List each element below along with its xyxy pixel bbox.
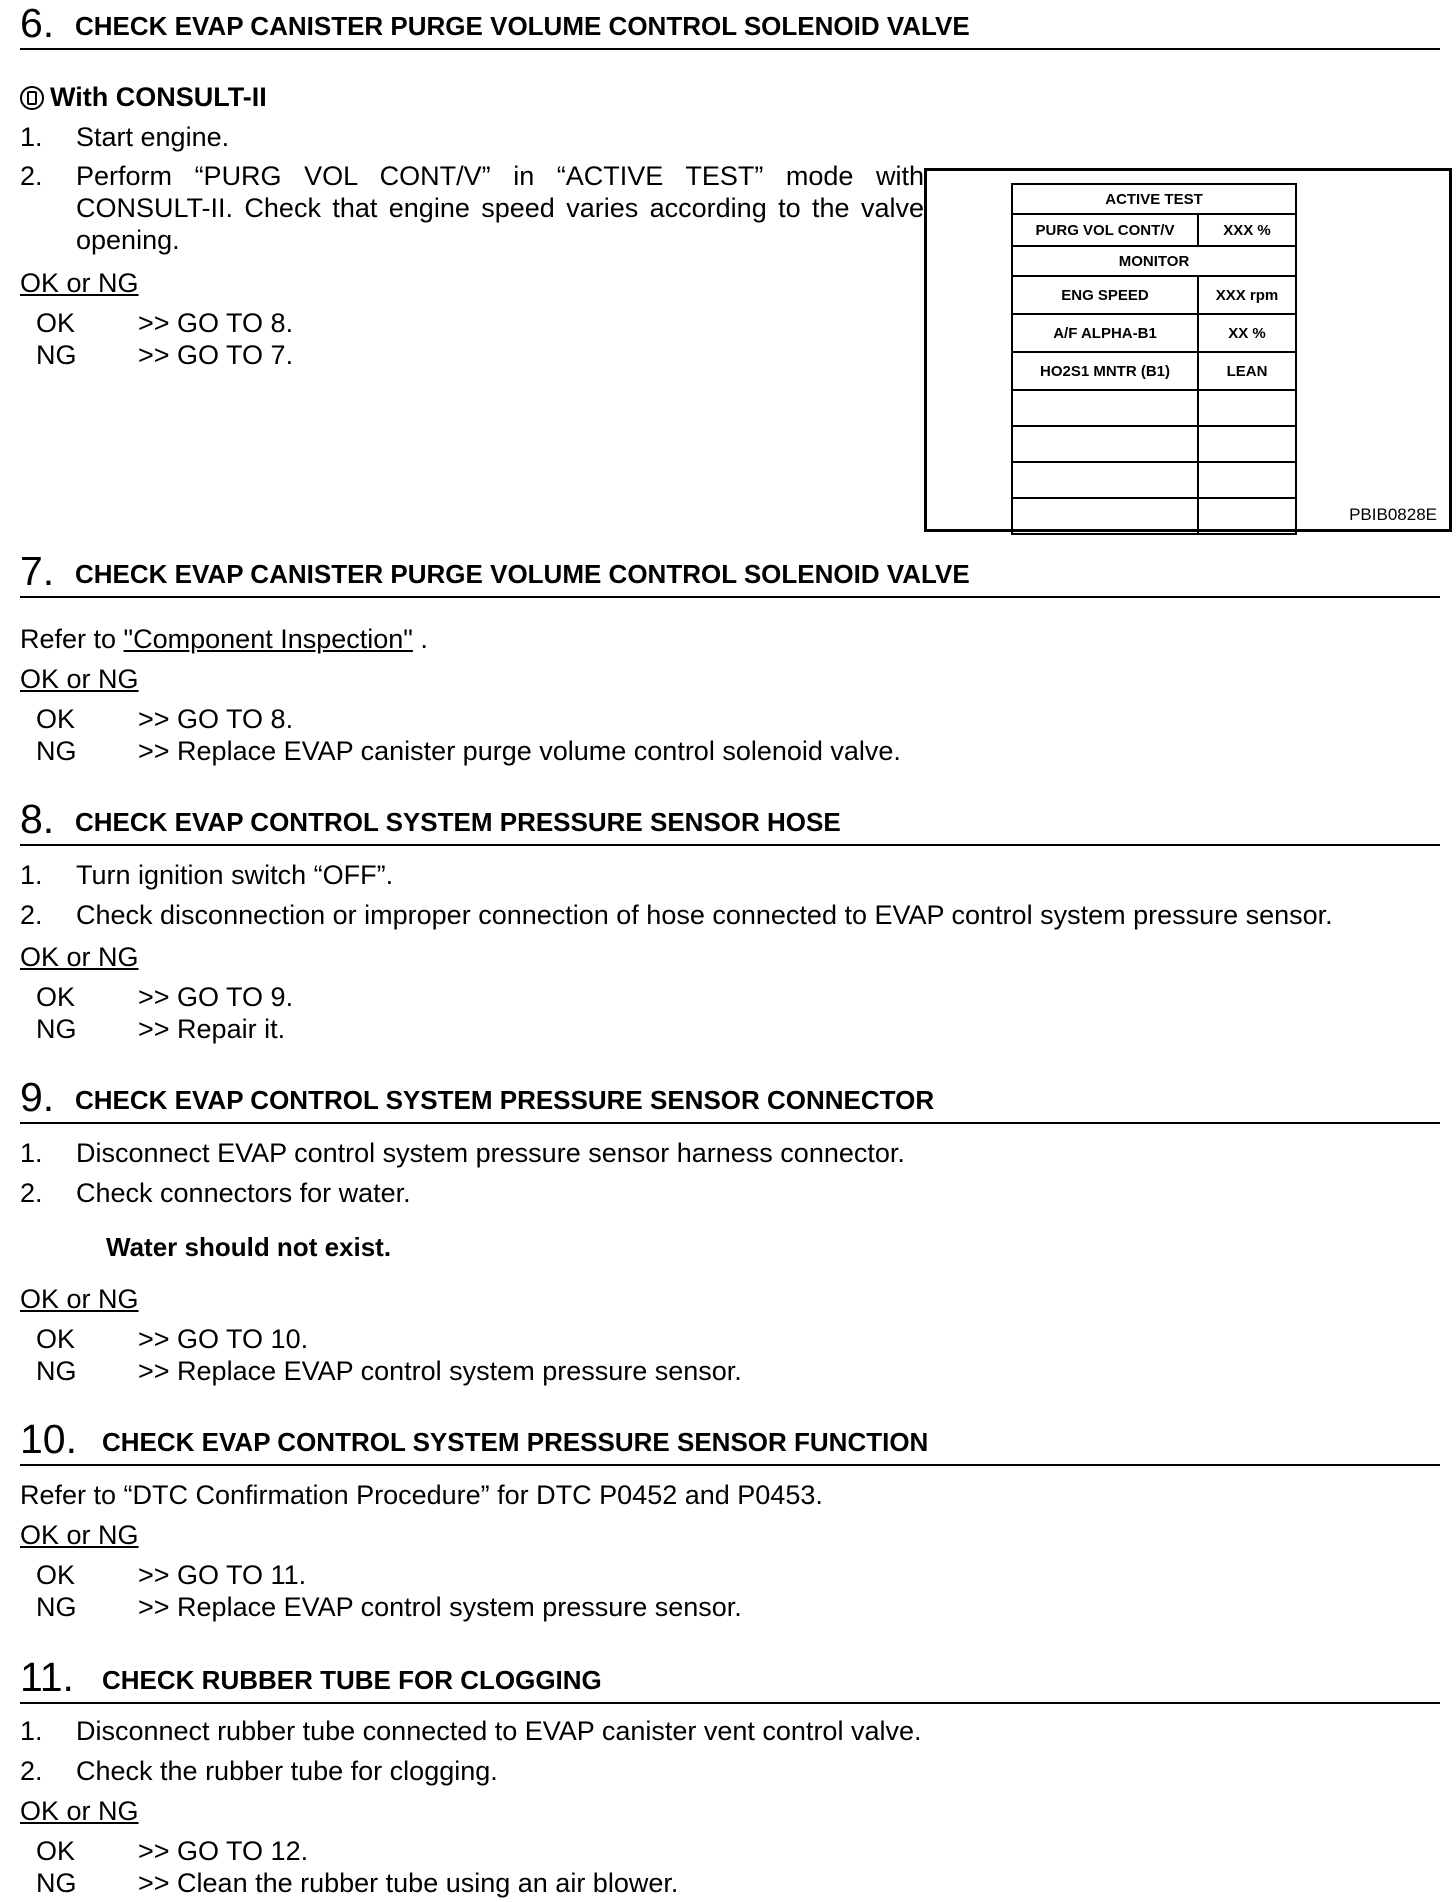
empty-cell [1198, 426, 1296, 462]
section-8-header [20, 796, 1440, 846]
section-9-title: CHECK EVAP CONTROL SYSTEM PRESSURE SENSOR CONNECTOR [75, 1085, 935, 1115]
ng-text: >> Replace EVAP control system pressure sensor. [138, 1356, 742, 1386]
step-number: 1. [20, 1138, 43, 1168]
with-consult-label [20, 82, 267, 112]
step-text: Check connectors for water. [76, 1178, 411, 1208]
s10-refer: Refer to “DTC Confirmation Procedure” for DTC P0452 and P0453. [20, 1480, 823, 1510]
section-10-title: CHECK EVAP CONTROL SYSTEM PRESSURE SENSOR FUNCTION [102, 1427, 929, 1457]
ng-label: NG [36, 1592, 77, 1622]
ng-text: >> GO TO 7. [138, 340, 294, 370]
ng-label: NG [36, 1868, 77, 1898]
section-11-header [20, 1654, 1440, 1704]
s7-refer-line [20, 624, 428, 654]
figure-code: PBIB0828E [1349, 505, 1437, 524]
empty-cell [1012, 390, 1198, 426]
ng-label: NG [36, 340, 77, 370]
section-9-header [20, 1074, 1440, 1124]
ok-label: OK [36, 982, 76, 1012]
section-8-number: 8. [20, 796, 55, 842]
empty-cell [1012, 426, 1198, 462]
step-text: Disconnect rubber tube connected to EVAP canister vent control valve. [76, 1716, 922, 1746]
section-7-number: 7. [20, 548, 55, 594]
ok-label: OK [36, 704, 76, 734]
ok-text: >> GO TO 12. [138, 1836, 309, 1866]
step-text: Start engine. [76, 122, 230, 152]
ok-text: >> GO TO 8. [138, 308, 294, 338]
ng-label: NG [36, 736, 77, 766]
ok-label: OK [36, 1836, 76, 1866]
section-6-title: CHECK EVAP CANISTER PURGE VOLUME CONTROL SOLENOID VALVE [75, 11, 970, 41]
section-10-header [20, 1416, 1440, 1466]
ok-label: OK [36, 1324, 76, 1354]
ng-text: >> Replace EVAP control system pressure sensor. [138, 1592, 742, 1622]
monitor-row-label: HO2S1 MNTR (B1) [1012, 352, 1198, 390]
step-text: Perform “PURG VOL CONT/V” in “ACTIVE TEST” mode with CONSULT-II. Check that engine speed varies according to the valve opening. [76, 161, 924, 255]
monitor-header: MONITOR [1012, 246, 1296, 276]
ng-text: >> Replace EVAP canister purge volume control solenoid valve. [138, 736, 901, 766]
s11-ok-or-ng: OK or NG [20, 1796, 139, 1826]
step-text: Turn ignition switch “OFF”. [76, 860, 394, 890]
section-11-title: CHECK RUBBER TUBE FOR CLOGGING [102, 1665, 602, 1695]
active-test-figure [924, 168, 1452, 532]
s7-ok-or-ng: OK or NG [20, 664, 139, 694]
section-7-header [20, 548, 1440, 598]
purg-vol-value: XXX % [1198, 214, 1296, 246]
section-7-title: CHECK EVAP CANISTER PURGE VOLUME CONTROL SOLENOID VALVE [75, 559, 970, 589]
purg-vol-label: PURG VOL CONT/V [1012, 214, 1198, 246]
empty-cell [1012, 498, 1198, 534]
empty-cell [1198, 498, 1296, 534]
ok-text: >> GO TO 8. [138, 704, 294, 734]
ok-label: OK [36, 308, 76, 338]
monitor-row-value: XX % [1198, 314, 1296, 352]
ng-text: >> Repair it. [138, 1014, 286, 1044]
ok-text: >> GO TO 11. [138, 1560, 307, 1590]
step-number: 2. [20, 1756, 43, 1786]
section-6-number: 6. [20, 0, 55, 46]
consult-tool-icon [20, 86, 44, 110]
step-number: 1. [20, 122, 43, 152]
empty-cell [1012, 462, 1198, 498]
section-8-title: CHECK EVAP CONTROL SYSTEM PRESSURE SENSOR HOSE [75, 807, 841, 837]
ok-label: OK [36, 1560, 76, 1590]
step-number: 2. [20, 1178, 43, 1208]
monitor-row-value: XXX rpm [1198, 276, 1296, 314]
monitor-row-label: A/F ALPHA-B1 [1012, 314, 1198, 352]
ok-text: >> GO TO 9. [138, 982, 294, 1012]
s8-ok-or-ng: OK or NG [20, 942, 139, 972]
section-6-header [20, 0, 1440, 50]
monitor-row-value: LEAN [1198, 352, 1296, 390]
s6-ok-or-ng: OK or NG [20, 268, 139, 298]
empty-cell [1198, 390, 1296, 426]
section-10-number: 10. [20, 1416, 77, 1462]
s10-ok-or-ng: OK or NG [20, 1520, 139, 1550]
step-number: 2. [20, 900, 43, 930]
s6-step-2 [20, 160, 924, 260]
empty-cell [1198, 462, 1296, 498]
refer-suffix: . [412, 624, 428, 654]
step-text: Check the rubber tube for clogging. [76, 1756, 498, 1786]
active-test-table [1011, 183, 1297, 535]
step-number: 1. [20, 1716, 43, 1746]
component-inspection-link[interactable]: "Component Inspection" [123, 624, 413, 654]
refer-prefix: Refer to [20, 624, 124, 654]
step-number: 2. [20, 161, 43, 191]
step-text: Disconnect EVAP control system pressure sensor harness connector. [76, 1138, 905, 1168]
step-text: Check disconnection or improper connection of hose connected to EVAP control system pressure sensor. [76, 900, 1333, 930]
ng-label: NG [36, 1356, 77, 1386]
ng-text: >> Clean the rubber tube using an air blower. [138, 1868, 679, 1898]
monitor-row-label: ENG SPEED [1012, 276, 1198, 314]
active-test-header: ACTIVE TEST [1012, 184, 1296, 214]
s9-note: Water should not exist. [106, 1232, 392, 1262]
section-11-number: 11. [20, 1654, 74, 1700]
with-consult-text: With CONSULT-II [50, 82, 267, 112]
ng-label: NG [36, 1014, 77, 1044]
s9-ok-or-ng: OK or NG [20, 1284, 139, 1314]
ok-text: >> GO TO 10. [138, 1324, 309, 1354]
step-number: 1. [20, 860, 43, 890]
section-9-number: 9. [20, 1074, 55, 1120]
